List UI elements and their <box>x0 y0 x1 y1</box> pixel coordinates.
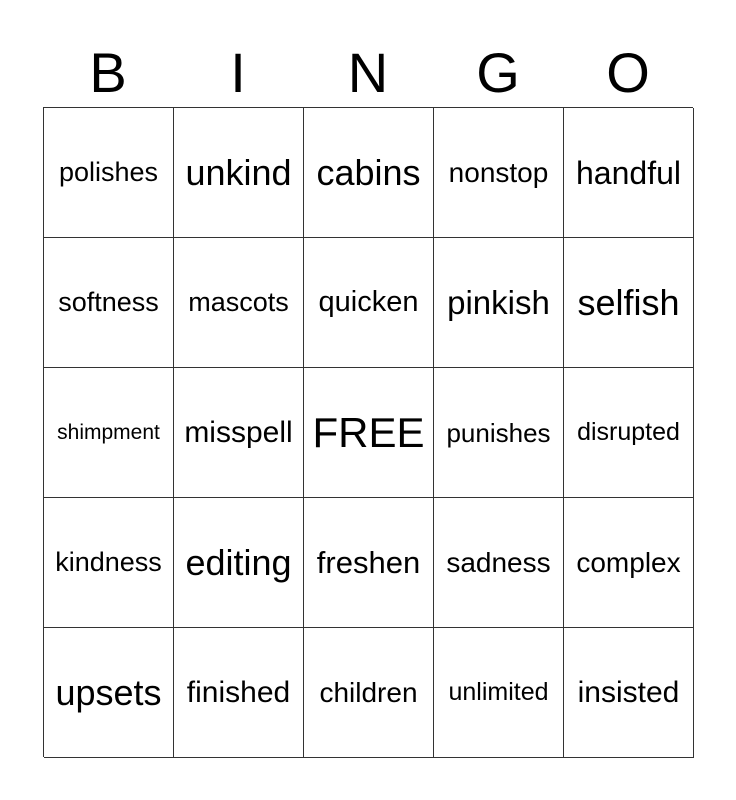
header-letter-g: G <box>476 41 520 104</box>
bingo-cell: freshen <box>304 498 434 628</box>
bingo-header <box>43 38 693 108</box>
bingo-cell: misspell <box>174 368 304 498</box>
bingo-cell: children <box>304 628 434 758</box>
bingo-free-cell: FREE <box>304 368 434 498</box>
bingo-cell: softness <box>44 238 174 368</box>
header-letter-n: N <box>347 41 389 104</box>
bingo-cell: complex <box>564 498 694 628</box>
bingo-cell: pinkish <box>434 238 564 368</box>
bingo-cell: finished <box>174 628 304 758</box>
bingo-cell: nonstop <box>434 108 564 238</box>
bingo-cell: unlimited <box>434 628 564 758</box>
bingo-cell: selfish <box>564 238 694 368</box>
header-letter-i: I <box>230 41 246 104</box>
bingo-cell: quicken <box>304 238 434 368</box>
bingo-cell: unkind <box>174 108 304 238</box>
bingo-cell: upsets <box>44 628 174 758</box>
bingo-cell: editing <box>174 498 304 628</box>
bingo-cell: mascots <box>174 238 304 368</box>
bingo-cell: handful <box>564 108 694 238</box>
header-letter-o: O <box>606 41 650 104</box>
bingo-cell: insisted <box>564 628 694 758</box>
bingo-cell: disrupted <box>564 368 694 498</box>
bingo-cell: shimpment <box>44 368 174 498</box>
bingo-board <box>43 107 693 757</box>
bingo-cell: sadness <box>434 498 564 628</box>
bingo-cell: cabins <box>304 108 434 238</box>
bingo-cell: polishes <box>44 108 174 238</box>
bingo-cell: punishes <box>434 368 564 498</box>
bingo-cell: kindness <box>44 498 174 628</box>
header-letter-b: B <box>89 41 127 104</box>
